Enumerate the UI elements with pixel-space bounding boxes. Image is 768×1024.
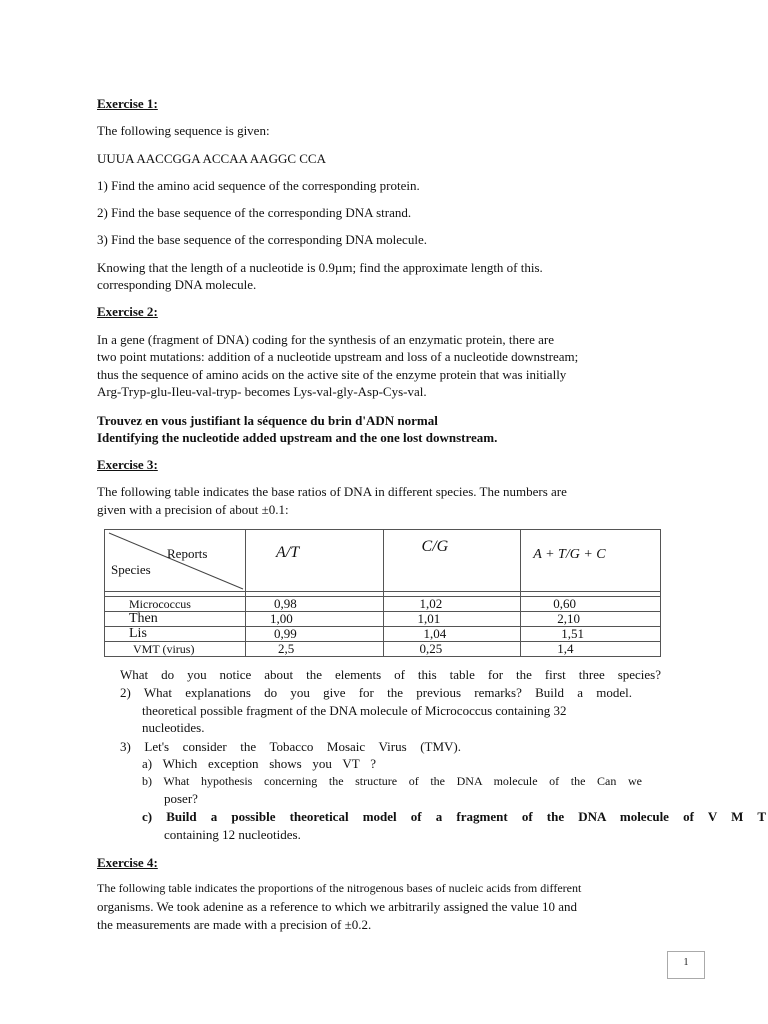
exercise-1-question-2: 2) Find the base sequence of the corresponding DNA strand.: [97, 205, 412, 220]
exercise-1-intro: The following sequence is given:: [97, 123, 270, 138]
exercise-3-question-3a: a) Which exception shows you VT ?: [142, 756, 376, 771]
species-cell: Micrococcus: [105, 597, 246, 612]
exercise-1-title: Exercise 1:: [97, 96, 158, 111]
exercise-3-question-2-line-1: 2) What explanations do you give for the previous remarks? Build a model.: [120, 685, 632, 700]
corner-label-species: Species: [111, 562, 151, 577]
exercise-2-title: Exercise 2:: [97, 304, 158, 319]
exercise-3-question-3: 3) Let's consider the Tobacco Mosaic Virus (TMV).: [120, 739, 461, 754]
ratio-value-cell: 2,10: [521, 612, 661, 627]
exercise-1-question-1: 1) Find the amino acid sequence of the corresponding protein.: [97, 178, 420, 193]
column-header-a-over-t: A/T: [246, 530, 384, 592]
ratio-value-cell: 0,60: [521, 597, 661, 612]
exercise-3-question-2-line-3: nucleotides.: [142, 720, 205, 735]
exercise-2-instruction-french: Trouvez en vous justifiant la séquence du brin d'ADN normal: [97, 413, 438, 428]
table-row: [105, 627, 661, 642]
column-header-at-over-gc: A + T/G + C: [521, 530, 661, 592]
corner-label-reports: Reports: [167, 546, 208, 561]
exercise-3-paragraph-line-2: given with a precision of about ±0.1:: [97, 502, 289, 517]
exercise-3-question-3c-line-2: containing 12 nucleotides.: [164, 827, 301, 842]
exercise-3-title: Exercise 3:: [97, 457, 158, 472]
exercise-2-paragraph-line-4: Arg-Tryp-glu-Ileu-val-tryp- becomes Lys-val-gly-Asp-Cys-val.: [97, 384, 427, 399]
species-cell: Then: [105, 612, 246, 627]
base-ratio-table: [104, 529, 661, 657]
exercise-3-question-3b-line-1: b) What hypothesis concerning the structure of the DNA molecule of the Can we: [142, 774, 642, 788]
species-cell: Lis: [105, 627, 246, 642]
exercise-3-question-1: What do you notice about the elements of this table for the first three species?: [120, 667, 661, 682]
exercise-1-question-4-line-1: Knowing that the length of a nucleotide is 0.9µm; find the approximate length of this.: [97, 260, 543, 275]
at-value-cell: 0,99: [246, 627, 384, 642]
exercise-3-question-3b-line-2: poser?: [164, 791, 198, 806]
table-row: [105, 612, 661, 627]
ratio-value-cell: 1,51: [521, 627, 661, 642]
column-header-c-over-g: C/G: [383, 530, 521, 592]
at-value-cell: 2,5: [246, 642, 384, 657]
at-value-cell: 0,98: [246, 597, 384, 612]
exercise-4-paragraph-line-3: the measurements are made with a precision of ±0.2.: [97, 917, 372, 932]
table-row: [105, 642, 661, 657]
table-row: [105, 597, 661, 612]
exercise-3-question-3c-line-1: c) Build a possible theoretical model of a fragment of the DNA molecule of V M T: [142, 809, 766, 824]
page-number: 1: [667, 951, 705, 979]
cg-value-cell: 1,04: [383, 627, 521, 642]
exercise-4-paragraph-line-2: organisms. We took adenine as a reference to which we arbitrarily assigned the value 10 and: [97, 899, 578, 914]
rna-sequence: UUUA AACCGGA ACCAA AAGGC CCA: [97, 151, 326, 166]
exercise-4-paragraph-line-1: The following table indicates the proportions of the nitrogenous bases of nucleic acids from different: [97, 881, 582, 895]
cg-value-cell: 0,25: [383, 642, 521, 657]
exercise-1-question-3: 3) Find the base sequence of the corresponding DNA molecule.: [97, 232, 427, 247]
exercise-2-paragraph-line-2: two point mutations: addition of a nucleotide upstream and loss of a nucleotide downstream;: [97, 349, 579, 364]
exercise-2-paragraph-line-3: thus the sequence of amino acids on the active site of the enzyme protein that was initially: [97, 367, 567, 382]
exercise-3-paragraph-line-1: The following table indicates the base ratios of DNA in different species. The numbers are: [97, 484, 567, 499]
exercise-2-instruction-english: Identifying the nucleotide added upstream and the one lost downstream.: [97, 430, 498, 445]
at-value-cell: 1,00: [246, 612, 384, 627]
exercise-3-question-2-line-2: theoretical possible fragment of the DNA molecule of Micrococcus containing 32: [142, 703, 567, 718]
cg-value-cell: 1,02: [383, 597, 521, 612]
exercise-2-paragraph-line-1: In a gene (fragment of DNA) coding for the synthesis of an enzymatic protein, there are: [97, 332, 554, 347]
cg-value-cell: 1,01: [383, 612, 521, 627]
species-cell: VMT (virus): [105, 642, 246, 657]
exercise-4-title: Exercise 4:: [97, 855, 158, 870]
ratio-value-cell: 1,4: [521, 642, 661, 657]
exercise-1-question-4-line-2: corresponding DNA molecule.: [97, 277, 257, 292]
table-corner-cell: [105, 530, 246, 592]
